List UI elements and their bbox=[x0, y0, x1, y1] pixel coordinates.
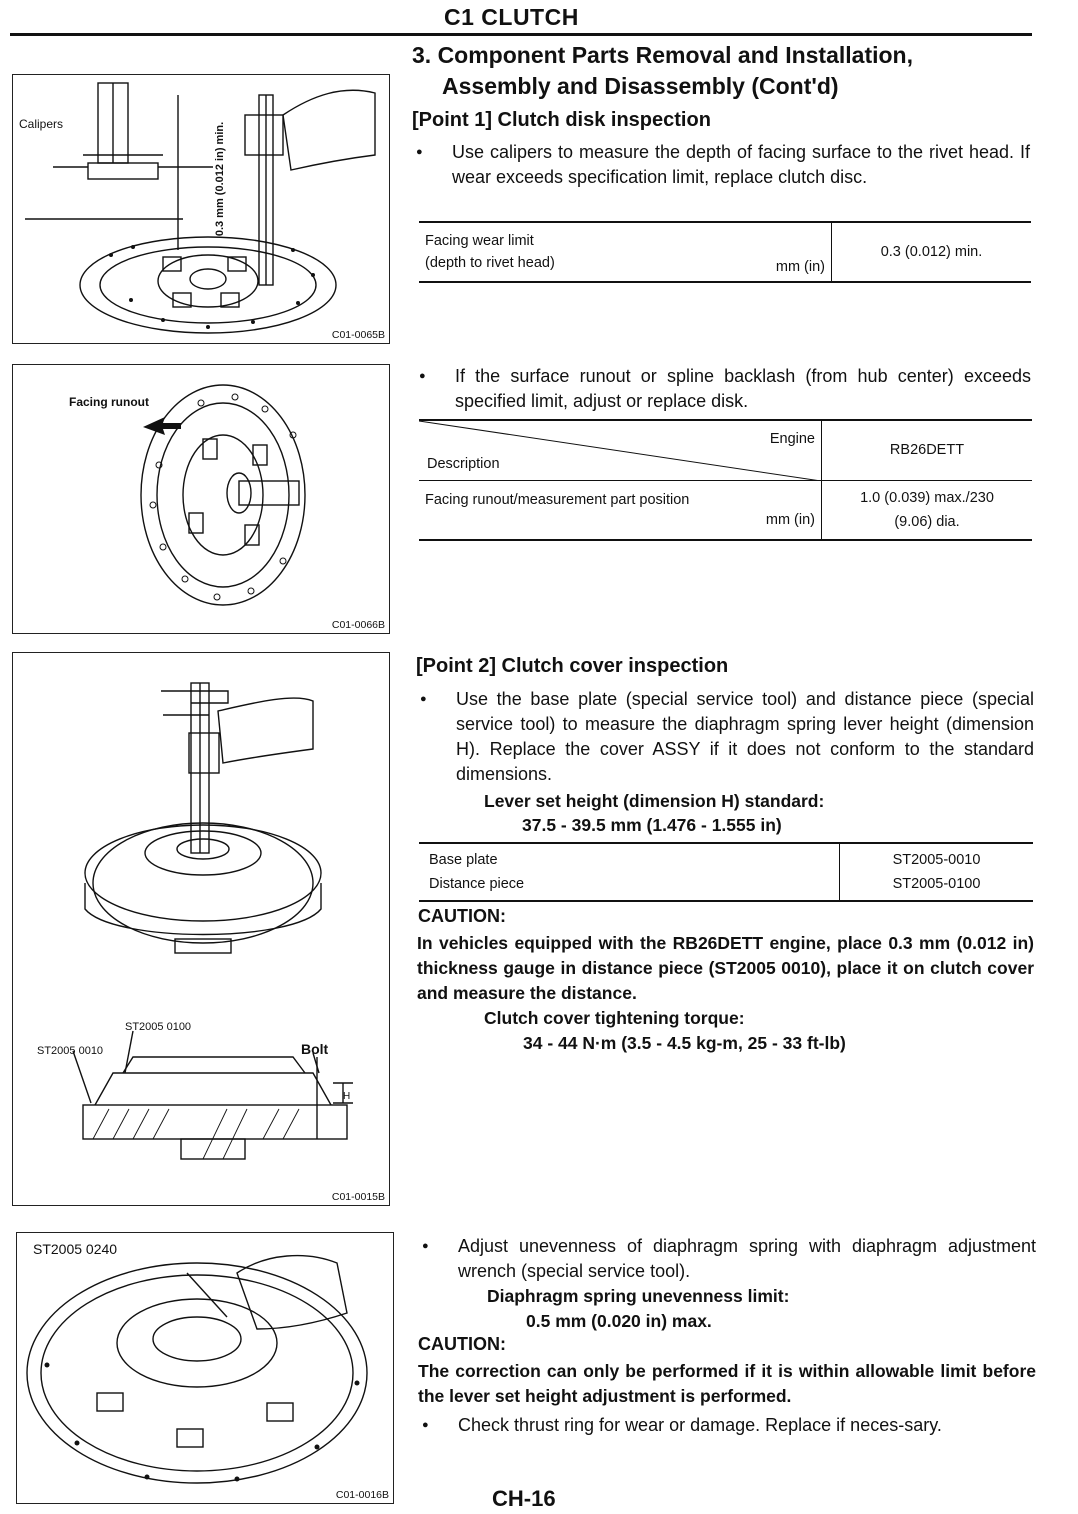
facing-runout-table bbox=[419, 419, 1032, 541]
figure-calipers-measurement bbox=[12, 74, 390, 344]
facing-wear-label-line1: Facing wear limit bbox=[425, 233, 534, 249]
page-number: CH-16 bbox=[492, 1486, 556, 1511]
figure-code: C01-0066B bbox=[331, 619, 385, 631]
runout-row-value-line1: 1.0 (0.039) max./230 bbox=[860, 489, 994, 506]
lever-height-value: 37.5 - 39.5 mm (1.476 - 1.555 in) bbox=[522, 815, 782, 835]
thrust-ring-bullet: ● Check thrust ring for wear or damage. Replace if neces-sary. bbox=[458, 1413, 1036, 1438]
torque-value: 34 - 44 N·m (3.5 - 4.5 kg-m, 25 - 33 ft-lb) bbox=[523, 1033, 846, 1053]
tool-distance-piece-label: Distance piece bbox=[429, 876, 525, 892]
facing-wear-value: 0.3 (0.012) min. bbox=[880, 244, 983, 260]
runout-row-value-line2: (9.06) dia. bbox=[894, 513, 960, 530]
figure-code: C01-0016B bbox=[335, 1489, 389, 1501]
section-title-line2: Assembly and Disassembly (Cont'd) bbox=[442, 73, 839, 99]
label-depth-limit: 0.3 mm (0.012 in) min. bbox=[214, 121, 227, 237]
facing-wear-label-line2: (depth to rivet head) bbox=[425, 255, 555, 271]
figure-clutch-cover-inspection bbox=[12, 652, 390, 1206]
facing-wear-limit-table bbox=[419, 221, 1031, 283]
point2-heading: [Point 2] Clutch cover inspection bbox=[416, 655, 729, 677]
lever-height-label: Lever set height (dimension H) standard: bbox=[484, 791, 825, 811]
tools-label-cell bbox=[419, 843, 840, 901]
runout-row-unit: mm (in) bbox=[765, 511, 815, 528]
point3-caution-label: CAUTION: bbox=[418, 1334, 506, 1354]
point1-bullet-runout: ● If the surface runout or spline backlash (from hub center) exceeds specified limit, adjust or replace disk. bbox=[455, 364, 1031, 414]
unevenness-limit-value: 0.5 mm (0.020 in) max. bbox=[526, 1311, 712, 1331]
runout-header-value: RB26DETT bbox=[889, 442, 965, 459]
runout-row-label: Facing runout/measurement part position bbox=[425, 491, 690, 508]
facing-wear-label-cell bbox=[419, 222, 832, 282]
clutch-cover-illustration bbox=[13, 653, 389, 1205]
point2-caution-label: CAUTION: bbox=[418, 906, 506, 926]
section-title bbox=[412, 40, 913, 102]
page-header-title: C1 CLUTCH bbox=[444, 4, 579, 30]
diaphragm-adjust-bullet: ● Adjust unevenness of diaphragm spring with diaphragm adjustment wrench (special service tool). bbox=[458, 1234, 1036, 1284]
label-facing-runout: Facing runout bbox=[69, 395, 149, 409]
torque-label: Clutch cover tightening torque: bbox=[484, 1008, 745, 1028]
point1-bullet-calipers: ● Use calipers to measure the depth of facing surface to the rivet head. If wear exceeds specification limit, replace clutch disc. bbox=[452, 140, 1030, 190]
runout-header-description: Description bbox=[427, 455, 500, 472]
figure-code: C01-0065B bbox=[331, 329, 385, 341]
tool-base-plate-label: Base plate bbox=[429, 852, 498, 868]
point2-caution-text: In vehicles equipped with the RB26DETT engine, place 0.3 mm (0.012 in) thickness gauge in distance piece (ST2005 0010), place it on clutch cover and measure the distance. bbox=[417, 933, 1034, 1003]
figure-diaphragm-adjustment bbox=[16, 1232, 394, 1504]
tool-distance-piece-number: ST2005-0100 bbox=[892, 876, 981, 892]
runout-row-label-cell bbox=[419, 480, 822, 540]
section-title-line1: 3. Component Parts Removal and Installation, bbox=[412, 42, 913, 68]
point1-heading: [Point 1] Clutch disk inspection bbox=[412, 109, 711, 131]
label-distance-piece: ST2005 0100 bbox=[125, 1021, 192, 1033]
tools-value-cell bbox=[840, 843, 1034, 901]
header-diagonal-line bbox=[419, 421, 821, 481]
figure-code: C01-0015B bbox=[331, 1191, 385, 1203]
label-calipers: Calipers bbox=[19, 117, 64, 131]
label-bolt: Bolt bbox=[301, 1041, 329, 1057]
point3-caution-text: The correction can only be performed if it is within allowable limit before the lever set height adjustment is performed. bbox=[418, 1361, 1036, 1406]
label-base-plate: ST2005 0010 bbox=[37, 1045, 104, 1057]
diaphragm-illustration bbox=[17, 1233, 393, 1503]
special-tools-table bbox=[419, 842, 1033, 902]
unevenness-limit-label: Diaphragm spring unevenness limit: bbox=[487, 1286, 790, 1306]
runout-header-engine: Engine bbox=[769, 431, 815, 447]
point2-bullet-base-plate: ● Use the base plate (special service tool) and distance piece (special service tool) to measure the diaphragm spring lever height (dimension H). Replace the cover ASSY if it does not conform to the standard dimensions. bbox=[456, 687, 1034, 787]
label-adjustment-wrench: ST2005 0240 bbox=[33, 1241, 118, 1257]
header-rule bbox=[10, 33, 1032, 36]
figure-facing-runout bbox=[12, 364, 390, 634]
runout-row-value-cell bbox=[822, 480, 1033, 540]
runout-header-diag-cell bbox=[419, 420, 822, 480]
tool-base-plate-number: ST2005-0010 bbox=[892, 852, 981, 868]
facing-wear-unit: mm (in) bbox=[775, 259, 825, 275]
calipers-illustration bbox=[13, 75, 389, 343]
label-h: H bbox=[343, 1091, 351, 1102]
